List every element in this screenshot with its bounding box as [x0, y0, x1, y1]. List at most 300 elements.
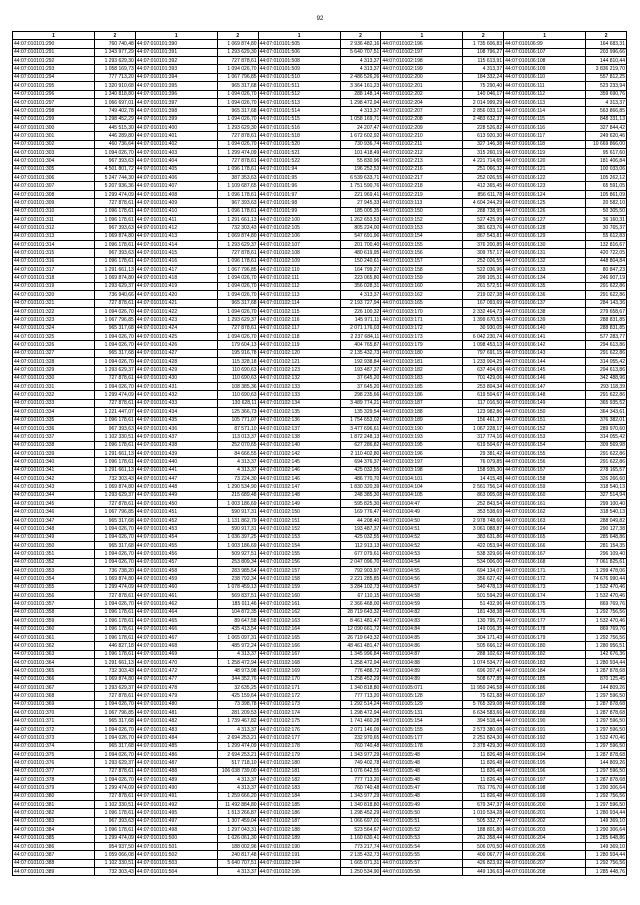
cadastral-value-cell: 1 672 602,92: [340, 132, 381, 140]
cadastral-value-cell: 1 343 977,29: [95, 48, 136, 56]
cadastral-number-cell: 44:07:010103:153: [381, 224, 463, 232]
cadastral-number-cell: 44:07:010101:478: [135, 684, 217, 692]
cadastral-value-cell: 2 694 253,21: [217, 750, 258, 758]
cadastral-number-cell: 44:07:010106:147: [504, 383, 586, 391]
cadastral-number-cell: 44:07:010101:373: [13, 734, 95, 742]
cadastral-number-cell: 44:07:010105:071: [381, 684, 463, 692]
cadastral-number-cell: 44:07:010101:506: [258, 48, 340, 56]
cadastral-value-cell: 486 770,70: [340, 475, 381, 483]
cadastral-number-cell: 44:07:010101:415: [135, 249, 217, 257]
cadastral-number-cell: 44:07:010101:454: [135, 533, 217, 541]
cadastral-value-cell: 1 297 596,50: [586, 725, 627, 733]
cadastral-number-cell: 44:07:010106:139: [504, 316, 586, 324]
cadastral-number-cell: 44:07:010105:57: [381, 859, 463, 867]
cadastral-number-cell: 44:07:010101:441: [135, 466, 217, 474]
cadastral-value-cell: 125 366,73: [217, 408, 258, 416]
cadastral-number-cell: 44:07:010102:201: [381, 82, 463, 90]
cadastral-value-cell: 6 042 230,74: [463, 332, 504, 340]
table-row: [13, 215, 627, 223]
cadastral-value-cell: 435 413,54: [217, 625, 258, 633]
cadastral-value-cell: 404 765,87: [340, 341, 381, 349]
cadastral-number-cell: 44:07:010104:84: [381, 625, 463, 633]
cadastral-value-cell: 5 640 707,51: [217, 859, 258, 867]
cadastral-number-cell: 44:07:010102:145: [258, 458, 340, 466]
cadastral-value-cell: 967 393,63: [95, 249, 136, 257]
cadastral-value-cell: 727 878,61: [95, 792, 136, 800]
table-row: [13, 391, 627, 399]
cadastral-number-cell: 44:07:010101:339: [13, 449, 95, 457]
cadastral-number-cell: 44:07:010101:405: [135, 165, 217, 173]
cadastral-value-cell: 480 619,95: [340, 249, 381, 257]
cadastral-number-cell: 44:07:010102:117: [258, 324, 340, 332]
cadastral-number-cell: 44:07:010101:365: [13, 667, 95, 675]
cadastral-value-cell: 252 026,55: [463, 257, 504, 265]
cadastral-value-cell: 55 830,96: [340, 157, 381, 165]
cadastral-value-cell: 1 094 026,70: [95, 725, 136, 733]
cadastral-value-cell: 105 262,12: [586, 174, 627, 182]
cadastral-value-cell: 296 109,40: [586, 550, 627, 558]
cadastral-number-cell: 44:07:010103:155: [381, 240, 463, 248]
cadastral-value-cell: 1 094 026,70: [217, 65, 258, 73]
cadastral-value-cell: 965 317,68: [95, 324, 136, 332]
cadastral-value-cell: 291 622,86: [586, 291, 627, 299]
cadastral-number-cell: 44:07:010101:486: [135, 750, 217, 758]
cadastral-number-cell: 44:07:010106:152: [504, 424, 586, 432]
cadastral-number-cell: 44:07:010102:140: [258, 441, 340, 449]
cadastral-value-cell: 870 125,45: [586, 675, 627, 683]
cadastral-number-cell: 44:07:010101:520: [258, 140, 340, 148]
table-row: [13, 625, 627, 633]
cadastral-number-cell: 44:07:010106:129: [504, 232, 586, 240]
cadastral-number-cell: 44:07:010104:105: [381, 491, 463, 499]
cadastral-number-cell: 44:07:010106:136: [504, 291, 586, 299]
cadastral-number-cell: 44:07:010106:153: [504, 433, 586, 441]
cadastral-number-cell: 44:07:010104:53: [381, 550, 463, 558]
cadastral-number-cell: 44:07:010106:203: [504, 826, 586, 834]
cadastral-number-cell: 44:07:010102:148: [258, 491, 340, 499]
cadastral-value-cell: 1 094 026,70: [95, 734, 136, 742]
cadastral-number-cell: 44:07:010106:143: [504, 349, 586, 357]
table-row: [13, 123, 627, 131]
cadastral-number-cell: 44:07:010101:376: [13, 759, 95, 767]
table-row: [13, 567, 627, 575]
cadastral-number-cell: 44:07:010102:217: [381, 174, 463, 182]
cadastral-value-cell: 869 769,76: [586, 600, 627, 608]
cadastral-number-cell: 44:07:010106:175: [504, 600, 586, 608]
cadastral-value-cell: 1 094 026,70: [217, 274, 258, 282]
cadastral-number-cell: 44:07:010101:345: [13, 500, 95, 508]
cadastral-value-cell: 144 809,26: [586, 684, 627, 692]
cadastral-number-cell: 44:07:010102:123: [258, 366, 340, 374]
cadastral-value-cell: 727 878,61: [217, 157, 258, 165]
cadastral-value-cell: 1 343 977,29: [340, 750, 381, 758]
cadastral-value-cell: 327 844,42: [586, 123, 627, 131]
cadastral-number-cell: 44:07:010101:411: [135, 215, 217, 223]
cadastral-value-cell: 1 340 818,80: [95, 90, 136, 98]
cadastral-value-cell: 1 094 026,70: [95, 550, 136, 558]
table-row: [13, 867, 627, 875]
cadastral-number-cell: 44:07:010102:169: [258, 667, 340, 675]
cadastral-value-cell: 2 110 402,80: [340, 449, 381, 457]
cadastral-value-cell: 110 690,63: [217, 374, 258, 382]
cadastral-number-cell: 44:07:010101:340: [13, 458, 95, 466]
cadastral-value-cell: 1 096 178,61: [217, 257, 258, 265]
cadastral-number-cell: 44:07:010106:123: [504, 182, 586, 190]
cadastral-number-cell: 44:07:010103:173: [381, 332, 463, 340]
cadastral-number-cell: 44:07:010101:485: [135, 742, 217, 750]
cadastral-value-cell: 425 159,64: [217, 692, 258, 700]
table-row: [13, 291, 627, 299]
cadastral-value-cell: 318 540,13: [586, 483, 627, 491]
cadastral-number-cell: 44:07:010106:174: [504, 592, 586, 600]
cadastral-value-cell: 1 287 878,68: [586, 667, 627, 675]
cadastral-value-cell: 1 096 178,61: [95, 441, 136, 449]
cadastral-number-cell: 44:07:010106:135: [504, 282, 586, 290]
cadastral-number-cell: 44:07:010101:423: [135, 316, 217, 324]
table-row: [13, 366, 627, 374]
cadastral-value-cell: 1 065 097,31: [217, 633, 258, 641]
cadastral-number-cell: 44:07:010103:198: [381, 466, 463, 474]
cadastral-number-cell: 44:07:010101:383: [13, 817, 95, 825]
cadastral-value-cell: 261 358,44: [463, 834, 504, 842]
cadastral-number-cell: 44:07:010102:133: [258, 391, 340, 399]
cadastral-value-cell: 201 700,40: [340, 240, 381, 248]
cadastral-value-cell: 792 903,97: [340, 567, 381, 575]
cadastral-value-cell: 1 299 474,09: [95, 391, 136, 399]
cadastral-value-cell: 701 429,06: [463, 374, 504, 382]
cadastral-value-cell: 101 418,49: [340, 149, 381, 157]
cadastral-value-cell: 2 071 176,03: [340, 324, 381, 332]
cadastral-number-cell: 44:07:010101:98: [258, 199, 340, 207]
cadastral-value-cell: 967 393,63: [95, 157, 136, 165]
cadastral-number-cell: 44:07:010101:387: [13, 851, 95, 859]
cadastral-number-cell: 44:07:010102:138: [258, 433, 340, 441]
table-row: [13, 98, 627, 106]
cadastral-number-cell: 44:07:010102:178: [258, 742, 340, 750]
table-row: [13, 650, 627, 658]
column-header: 1: [381, 32, 463, 40]
cadastral-number-cell: 44:07:010102:100: [258, 215, 340, 223]
cadastral-number-cell: 44:07:010105:178: [381, 742, 463, 750]
cadastral-value-cell: 2 366 468,00: [340, 600, 381, 608]
cadastral-number-cell: 44:07:010102:175: [258, 717, 340, 725]
cadastral-value-cell: 144 810,44: [586, 57, 627, 65]
cadastral-number-cell: 44:07:010101:362: [13, 642, 95, 650]
table-row: [13, 608, 627, 616]
cadastral-number-cell: 44:07:010101:294: [13, 73, 95, 81]
cadastral-number-cell: 44:07:010106:185: [504, 675, 586, 683]
cadastral-value-cell: 1 291 661,13: [95, 466, 136, 474]
cadastral-number-cell: 44:07:010101:416: [135, 257, 217, 265]
cadastral-value-cell: 1 340 818,80: [340, 684, 381, 692]
table-row: [13, 383, 627, 391]
cadastral-number-cell: 44:07:010101:492: [135, 801, 217, 809]
table-row: [13, 358, 627, 366]
cadastral-number-cell: 44:07:010102:164: [258, 625, 340, 633]
table-row: [13, 801, 627, 809]
cadastral-value-cell: 727 878,61: [217, 324, 258, 332]
cadastral-value-cell: 2 071 146,09: [340, 725, 381, 733]
cadastral-number-cell: 44:07:010102:195: [258, 867, 340, 875]
column-header: 2: [95, 32, 136, 40]
cadastral-value-cell: 1 069 874,80: [95, 274, 136, 282]
cadastral-value-cell: 1 285 448,76: [586, 867, 627, 875]
cadastral-value-cell: 185 011,46: [217, 600, 258, 608]
cadastral-value-cell: 188 801,80: [463, 826, 504, 834]
cadastral-number-cell: 44:07:010102:163: [258, 617, 340, 625]
cadastral-value-cell: 1 066 697,01: [95, 98, 136, 106]
table-row: [13, 550, 627, 558]
cadastral-value-cell: 1 299 478,06: [586, 567, 627, 575]
cadastral-value-cell: 298 235,66: [340, 391, 381, 399]
cadastral-number-cell: 44:07:010106:134: [504, 274, 586, 282]
cadastral-number-cell: 44:07:010101:360: [13, 625, 95, 633]
cadastral-number-cell: 44:07:010101:334: [13, 408, 95, 416]
cadastral-number-cell: 44:07:010101:412: [135, 224, 217, 232]
cadastral-value-cell: 527 425,99: [463, 215, 504, 223]
cadastral-value-cell: 293 118,39: [586, 383, 627, 391]
cadastral-number-cell: 44:07:010106:144: [504, 358, 586, 366]
cadastral-number-cell: 44:07:010106:186: [504, 684, 586, 692]
cadastral-value-cell: 727 878,61: [95, 299, 136, 307]
table-row: [13, 307, 627, 315]
cadastral-number-cell: 44:07:010101:395: [135, 82, 217, 90]
cadastral-number-cell: 44:07:010101:397: [135, 98, 217, 106]
table-row: [13, 199, 627, 207]
cadastral-value-cell: 1 872 248,13: [340, 433, 381, 441]
column-header: 2: [217, 32, 258, 40]
cadastral-number-cell: 44:07:010106:108: [504, 57, 586, 65]
column-header: 2: [463, 32, 504, 40]
cadastral-value-cell: 1 258 452,29: [340, 675, 381, 683]
cadastral-value-cell: 51 432,96: [463, 600, 504, 608]
cadastral-value-cell: 727 878,61: [95, 767, 136, 775]
cadastral-value-cell: 1 102 330,51: [95, 433, 136, 441]
cadastral-value-cell: 1 513 266,87: [217, 809, 258, 817]
cadastral-number-cell: 44:07:010101:380: [13, 792, 95, 800]
table-row: [13, 449, 627, 457]
cadastral-value-cell: 30 930,05: [463, 324, 504, 332]
cadastral-number-cell: 44:07:010102:194: [258, 859, 340, 867]
cadastral-number-cell: 44:07:010102:185: [258, 801, 340, 809]
cadastral-value-cell: 291 622,86: [586, 282, 627, 290]
cadastral-number-cell: 44:07:010102:107: [258, 240, 340, 248]
cadastral-value-cell: 188 002,96: [217, 842, 258, 850]
cadastral-value-cell: 108 796,27: [463, 48, 504, 56]
cadastral-number-cell: 44:07:010102:146: [258, 475, 340, 483]
cadastral-number-cell: 44:07:010105:129: [381, 700, 463, 708]
cadastral-value-cell: 1 739 467,82: [217, 717, 258, 725]
cadastral-value-cell: 2 193 727,94: [340, 299, 381, 307]
cadastral-value-cell: 299 105,31: [463, 274, 504, 282]
cadastral-number-cell: 44:07:010104:89: [381, 667, 463, 675]
cadastral-number-cell: 44:07:010102:183: [258, 784, 340, 792]
cadastral-value-cell: 1 058 169,73: [95, 65, 136, 73]
cadastral-number-cell: 44:07:010101:319: [13, 282, 95, 290]
cadastral-value-cell: 1 096 178,61: [95, 608, 136, 616]
cadastral-value-cell: 727 878,61: [95, 692, 136, 700]
cadastral-number-cell: 44:07:010101:350: [13, 541, 95, 549]
cadastral-value-cell: 1 096 178,61: [95, 240, 136, 248]
cadastral-value-cell: 181 438,38: [463, 608, 504, 616]
cadastral-number-cell: 44:07:010101:504: [135, 867, 217, 875]
cadastral-number-cell: 44:07:010106:177: [504, 617, 586, 625]
cadastral-number-cell: 44:07:010101:470: [135, 658, 217, 666]
cadastral-value-cell: 534 006,00: [463, 558, 504, 566]
table-body: [13, 40, 627, 876]
cadastral-value-cell: 1 292 756,56: [586, 792, 627, 800]
cadastral-number-cell: 44:07:010103:162: [381, 291, 463, 299]
column-header: 2: [340, 32, 381, 40]
cadastral-number-cell: 44:07:010104:85: [381, 633, 463, 641]
cadastral-value-cell: 422 053,94: [463, 541, 504, 549]
cadastral-value-cell: 965 317,68: [217, 107, 258, 115]
cadastral-value-cell: 1 250 534,90: [340, 867, 381, 875]
cadastral-value-cell: 619 504,67: [463, 441, 504, 449]
cadastral-number-cell: 44:07:010101:341: [13, 466, 95, 474]
table-row: [13, 316, 627, 324]
cadastral-number-cell: 44:07:010101:489: [135, 775, 217, 783]
table-row: [13, 575, 627, 583]
cadastral-value-cell: 1 221 447,07: [95, 408, 136, 416]
cadastral-value-cell: 135 329,54: [340, 408, 381, 416]
cadastral-value-cell: 1 292 514,24: [340, 700, 381, 708]
cadastral-number-cell: 44:07:010101:381: [13, 801, 95, 809]
cadastral-number-cell: 44:07:010101:94: [258, 165, 340, 173]
cadastral-value-cell: 1 290 306,64: [586, 784, 627, 792]
cadastral-number-cell: 44:07:010106:188: [504, 700, 586, 708]
cadastral-value-cell: 595 825,30: [340, 500, 381, 508]
cadastral-value-cell: 1 067 796,85: [95, 316, 136, 324]
cadastral-value-cell: 75 290,40: [463, 82, 504, 90]
cadastral-value-cell: 590 917,31: [217, 525, 258, 533]
cadastral-value-cell: 1 096 178,61: [95, 207, 136, 215]
cadastral-value-cell: 11 492 884,80: [217, 801, 258, 809]
table-row: [13, 684, 627, 692]
table-row: [13, 240, 627, 248]
cadastral-number-cell: 44:07:010101:488: [135, 767, 217, 775]
cadastral-value-cell: 4 501 801,72: [95, 165, 136, 173]
cadastral-value-cell: 1 345 996,84: [340, 650, 381, 658]
cadastral-number-cell: 44:07:010102:174: [258, 709, 340, 717]
cadastral-value-cell: 965 317,68: [95, 541, 136, 549]
cadastral-value-cell: 28 719 643,32: [340, 608, 381, 616]
cadastral-number-cell: 44:07:010101:316: [13, 257, 95, 265]
cadastral-value-cell: 1 059 066,08: [95, 851, 136, 859]
cadastral-value-cell: 315 260,19: [463, 149, 504, 157]
table-row: [13, 483, 627, 491]
cadastral-number-cell: 44:07:010101:97: [258, 190, 340, 198]
cadastral-value-cell: 1 094 026,70: [95, 149, 136, 157]
cadastral-number-cell: 44:07:010101:413: [135, 232, 217, 240]
cadastral-number-cell: 44:07:010101:368: [13, 692, 95, 700]
cadastral-number-cell: 44:07:010101:367: [13, 684, 95, 692]
cadastral-value-cell: 5 207 936,36: [95, 182, 136, 190]
cadastral-number-cell: 44:07:010106:194: [504, 750, 586, 758]
cadastral-number-cell: 44:07:010106:145: [504, 366, 586, 374]
cadastral-value-cell: 1 665 071,31: [340, 859, 381, 867]
cadastral-number-cell: 44:07:010101:384: [13, 826, 95, 834]
cadastral-number-cell: 44:07:010104:58: [381, 592, 463, 600]
cadastral-number-cell: 44:07:010103:193: [381, 433, 463, 441]
cadastral-number-cell: 44:07:010101:352: [13, 558, 95, 566]
cadastral-value-cell: 37 645,20: [340, 383, 381, 391]
table-row: [13, 851, 627, 859]
cadastral-number-cell: 44:07:010104:57: [381, 583, 463, 591]
cadastral-number-cell: 44:07:010101:400: [135, 123, 217, 131]
cadastral-number-cell: 44:07:010101:329: [13, 366, 95, 374]
table-row: [13, 600, 627, 608]
cadastral-value-cell: 2 014 999,29: [463, 98, 504, 106]
cadastral-value-cell: 105 771,07: [217, 416, 258, 424]
cadastral-value-cell: 394 518,44: [463, 717, 504, 725]
cadastral-value-cell: 400 067,77: [463, 851, 504, 859]
table-row: [13, 734, 627, 742]
cadastral-value-cell: 1 292 756,56: [586, 633, 627, 641]
table-row: [13, 809, 627, 817]
cadastral-number-cell: 44:07:010101:382: [13, 809, 95, 817]
cadastral-value-table: [12, 31, 627, 876]
cadastral-value-cell: 74 676 990,44: [586, 575, 627, 583]
cadastral-value-cell: 253 809,34: [217, 558, 258, 566]
cadastral-value-cell: 291 622,86: [586, 449, 627, 457]
cadastral-number-cell: 44:07:010101:465: [135, 617, 217, 625]
cadastral-value-cell: 446 827,18: [95, 642, 136, 650]
cadastral-number-cell: 44:07:010101:291: [13, 48, 95, 56]
cadastral-number-cell: 44:07:010102:152: [258, 525, 340, 533]
cadastral-value-cell: 1 096 178,61: [217, 165, 258, 173]
cadastral-value-cell: 2 486 526,26: [340, 73, 381, 81]
cadastral-number-cell: 44:07:010101:429: [135, 366, 217, 374]
cadastral-value-cell: 1 067 796,85: [95, 709, 136, 717]
cadastral-number-cell: 44:07:010102:136: [258, 416, 340, 424]
cadastral-value-cell: 1 287 878,68: [586, 700, 627, 708]
cadastral-value-cell: 506 070,50: [463, 842, 504, 850]
cadastral-number-cell: 44:07:010102:109: [258, 257, 340, 265]
cadastral-value-cell: 848 331,13: [586, 115, 627, 123]
cadastral-value-cell: 522 036,96: [463, 266, 504, 274]
cadastral-number-cell: 44:07:010102:209: [381, 123, 463, 131]
cadastral-value-cell: 445 515,30: [95, 123, 136, 131]
cadastral-number-cell: 44:07:010104:56: [381, 575, 463, 583]
cadastral-number-cell: 44:07:010103:172: [381, 324, 463, 332]
cadastral-number-cell: 44:07:010101:509: [258, 65, 340, 73]
cadastral-number-cell: 44:07:010101:348: [13, 525, 95, 533]
cadastral-number-cell: 44:07:010101:514: [258, 107, 340, 115]
cadastral-number-cell: 44:07:010106:157: [504, 466, 586, 474]
cadastral-value-cell: 294 613,86: [586, 341, 627, 349]
cadastral-number-cell: 44:07:010106:138: [504, 307, 586, 315]
cadastral-number-cell: 44:07:010106:184: [504, 667, 586, 675]
table-row: [13, 115, 627, 123]
cadastral-number-cell: 44:07:010102:110: [258, 266, 340, 274]
cadastral-value-cell: 11 826,48: [463, 750, 504, 758]
cadastral-number-cell: 44:07:010102:189: [258, 834, 340, 842]
cadastral-value-cell: 1 291 661,13: [95, 266, 136, 274]
cadastral-number-cell: 44:07:010102:180: [258, 759, 340, 767]
cadastral-number-cell: 44:07:010102:115: [258, 307, 340, 315]
cadastral-value-cell: 732 303,43: [95, 667, 136, 675]
cadastral-value-cell: 1 096 178,61: [95, 650, 136, 658]
cadastral-number-cell: 44:07:010106:192: [504, 734, 586, 742]
table-row: [13, 658, 627, 666]
cadastral-number-cell: 44:07:010101:483: [135, 725, 217, 733]
table-row: [13, 274, 627, 282]
cadastral-value-cell: 117 016,50: [463, 399, 504, 407]
cadastral-number-cell: 44:07:010101:356: [13, 592, 95, 600]
cadastral-value-cell: 156 461,37: [463, 416, 504, 424]
cadastral-number-cell: 44:07:010102:146: [258, 466, 340, 474]
